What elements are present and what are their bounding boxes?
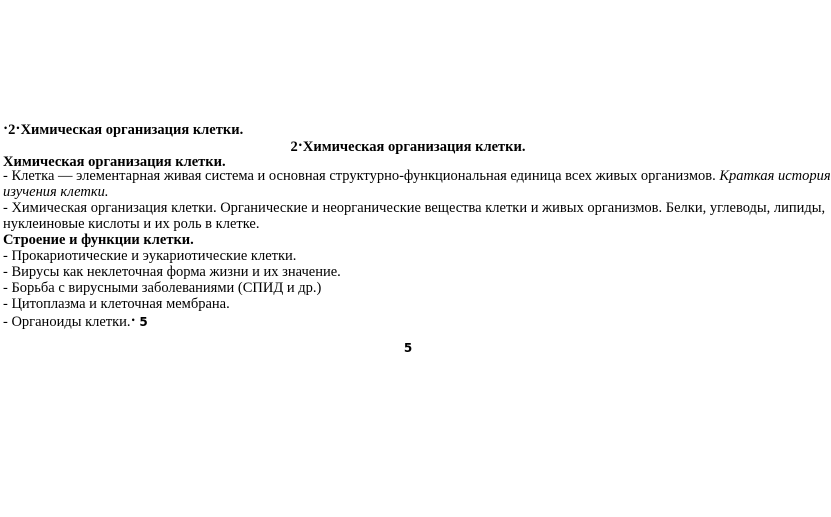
list-item: - Прокариотические и эукариотические клетки.: [3, 248, 297, 264]
bullet-icon: •: [16, 123, 20, 133]
header-number: 2: [8, 122, 16, 138]
list-item: - Цитоплазма и клеточная мембрана.: [3, 296, 230, 312]
list-item-text: - Органоиды клетки.: [3, 314, 131, 330]
section1-heading: Химическая организация клетки.: [3, 154, 226, 170]
list-item: - Борьба с вирусными заболеваниями (СПИД и др.): [3, 280, 322, 296]
bullet-icon: •: [298, 140, 302, 150]
page-number: 5: [403, 341, 413, 355]
section1-item1-italic-a: Краткая история: [719, 168, 831, 184]
section1-item1-italic-b: изучения клетки.: [3, 184, 109, 200]
section1-item1-line1: [3, 168, 831, 185]
bullet-icon: •: [131, 315, 135, 325]
section1-item1-text: - Клетка — элементарная живая система и основная структурно-функциональная единица всех живых организмов.: [3, 168, 716, 184]
header-title: Химическая организация клетки.: [20, 122, 244, 138]
list-item: - Вирусы как неклеточная форма жизни и их значение.: [3, 264, 341, 280]
section1-item2-line2: нуклеиновые кислоты и их роль в клетке.: [3, 216, 260, 232]
center-heading-number: 2: [290, 139, 298, 155]
section2-heading: Строение и функции клетки.: [3, 232, 194, 248]
center-heading-title: Химическая организация клетки.: [302, 139, 526, 155]
inline-page-number: 5: [139, 315, 148, 329]
bullet-icon: •: [4, 123, 8, 133]
list-item-last: [3, 312, 148, 331]
section1-item2-line1: - Химическая организация клетки. Органические и неорганические вещества клетки и живых организмов. Белки, углеводы, липиды,: [3, 200, 826, 216]
